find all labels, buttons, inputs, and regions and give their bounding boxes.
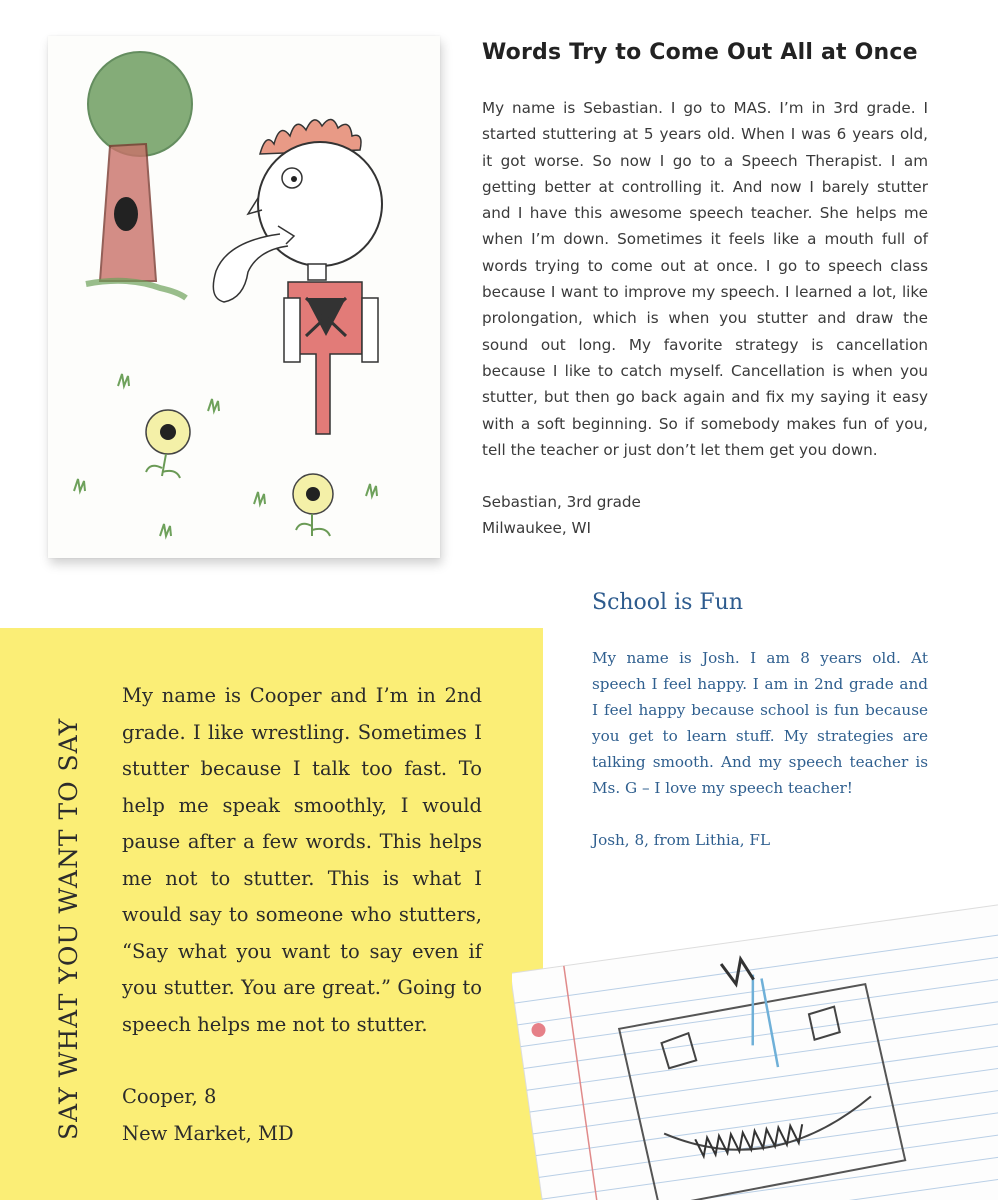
article-signature: [482, 489, 928, 542]
article-signature: [122, 1079, 482, 1152]
josh-article: [592, 590, 928, 853]
cooper-article: [122, 678, 482, 1152]
article-body: My name is Sebastian. I go to MAS. I’m in 3rd grade. I started stuttering at 5 years old. When I was 6 years old, it got worse. So now I go to a Speech Therapist. I am getting better at controlling it. And now I barely stutter and I have this awesome speech teacher. She helps me when I’m down. Sometimes it feels like a mouth full of words trying to come out at once. I go to speech class because I want to improve my speech. I learned a lot, like prolongation, which is when you stutter and draw the sound out long. My favorite strategy is cancellation because I like to catch myself. Cancellation is when you stutter, but then go back again and fix my saying it easy with a soft beginning. So if somebody makes fun of you, tell the teacher or just don’t let them get you down.: [482, 99, 928, 459]
signature-place: New Market, MD: [122, 1121, 294, 1145]
signature-name: Cooper, 8: [122, 1085, 217, 1108]
article-title: Words Try to Come Out All at Once: [482, 40, 918, 65]
article-body: My name is Cooper and I’m in 2nd grade. I like wrestling. Sometimes I stutter because I talk too fast. To help me speak smoothly, I would pause after a few words. This helps me not to stutter. This is what I would say to someone who stutters, “Say what you want to say even if you stutter. You are great.” Going to speech helps me not to stutter.: [122, 684, 482, 1036]
speech-tongue: [213, 234, 288, 302]
signature-place: Milwaukee, WI: [482, 519, 591, 538]
signature-name: Sebastian, 3rd grade: [482, 493, 641, 512]
sebastian-article: [482, 40, 928, 542]
sebastian-drawing: [48, 36, 440, 558]
flower-1: [146, 410, 190, 478]
flower-2: [293, 474, 333, 536]
article-body: My name is Josh. I am 8 years old. At speech I feel happy. I am in 2nd grade and I feel happy because school is fun because you get to learn stuff. My strategies are talking smooth. And my speech teacher is Ms. G – I love my speech teacher!: [592, 649, 928, 797]
article-title: School is Fun: [592, 590, 744, 615]
vertical-title: SAY WHAT YOU WANT TO SAY: [54, 717, 83, 1140]
josh-drawing: [512, 880, 998, 1200]
tree-canopy: [88, 52, 192, 156]
tree-hole: [114, 197, 138, 231]
article-signature: Josh, 8, from Lithia, FL: [592, 831, 771, 849]
